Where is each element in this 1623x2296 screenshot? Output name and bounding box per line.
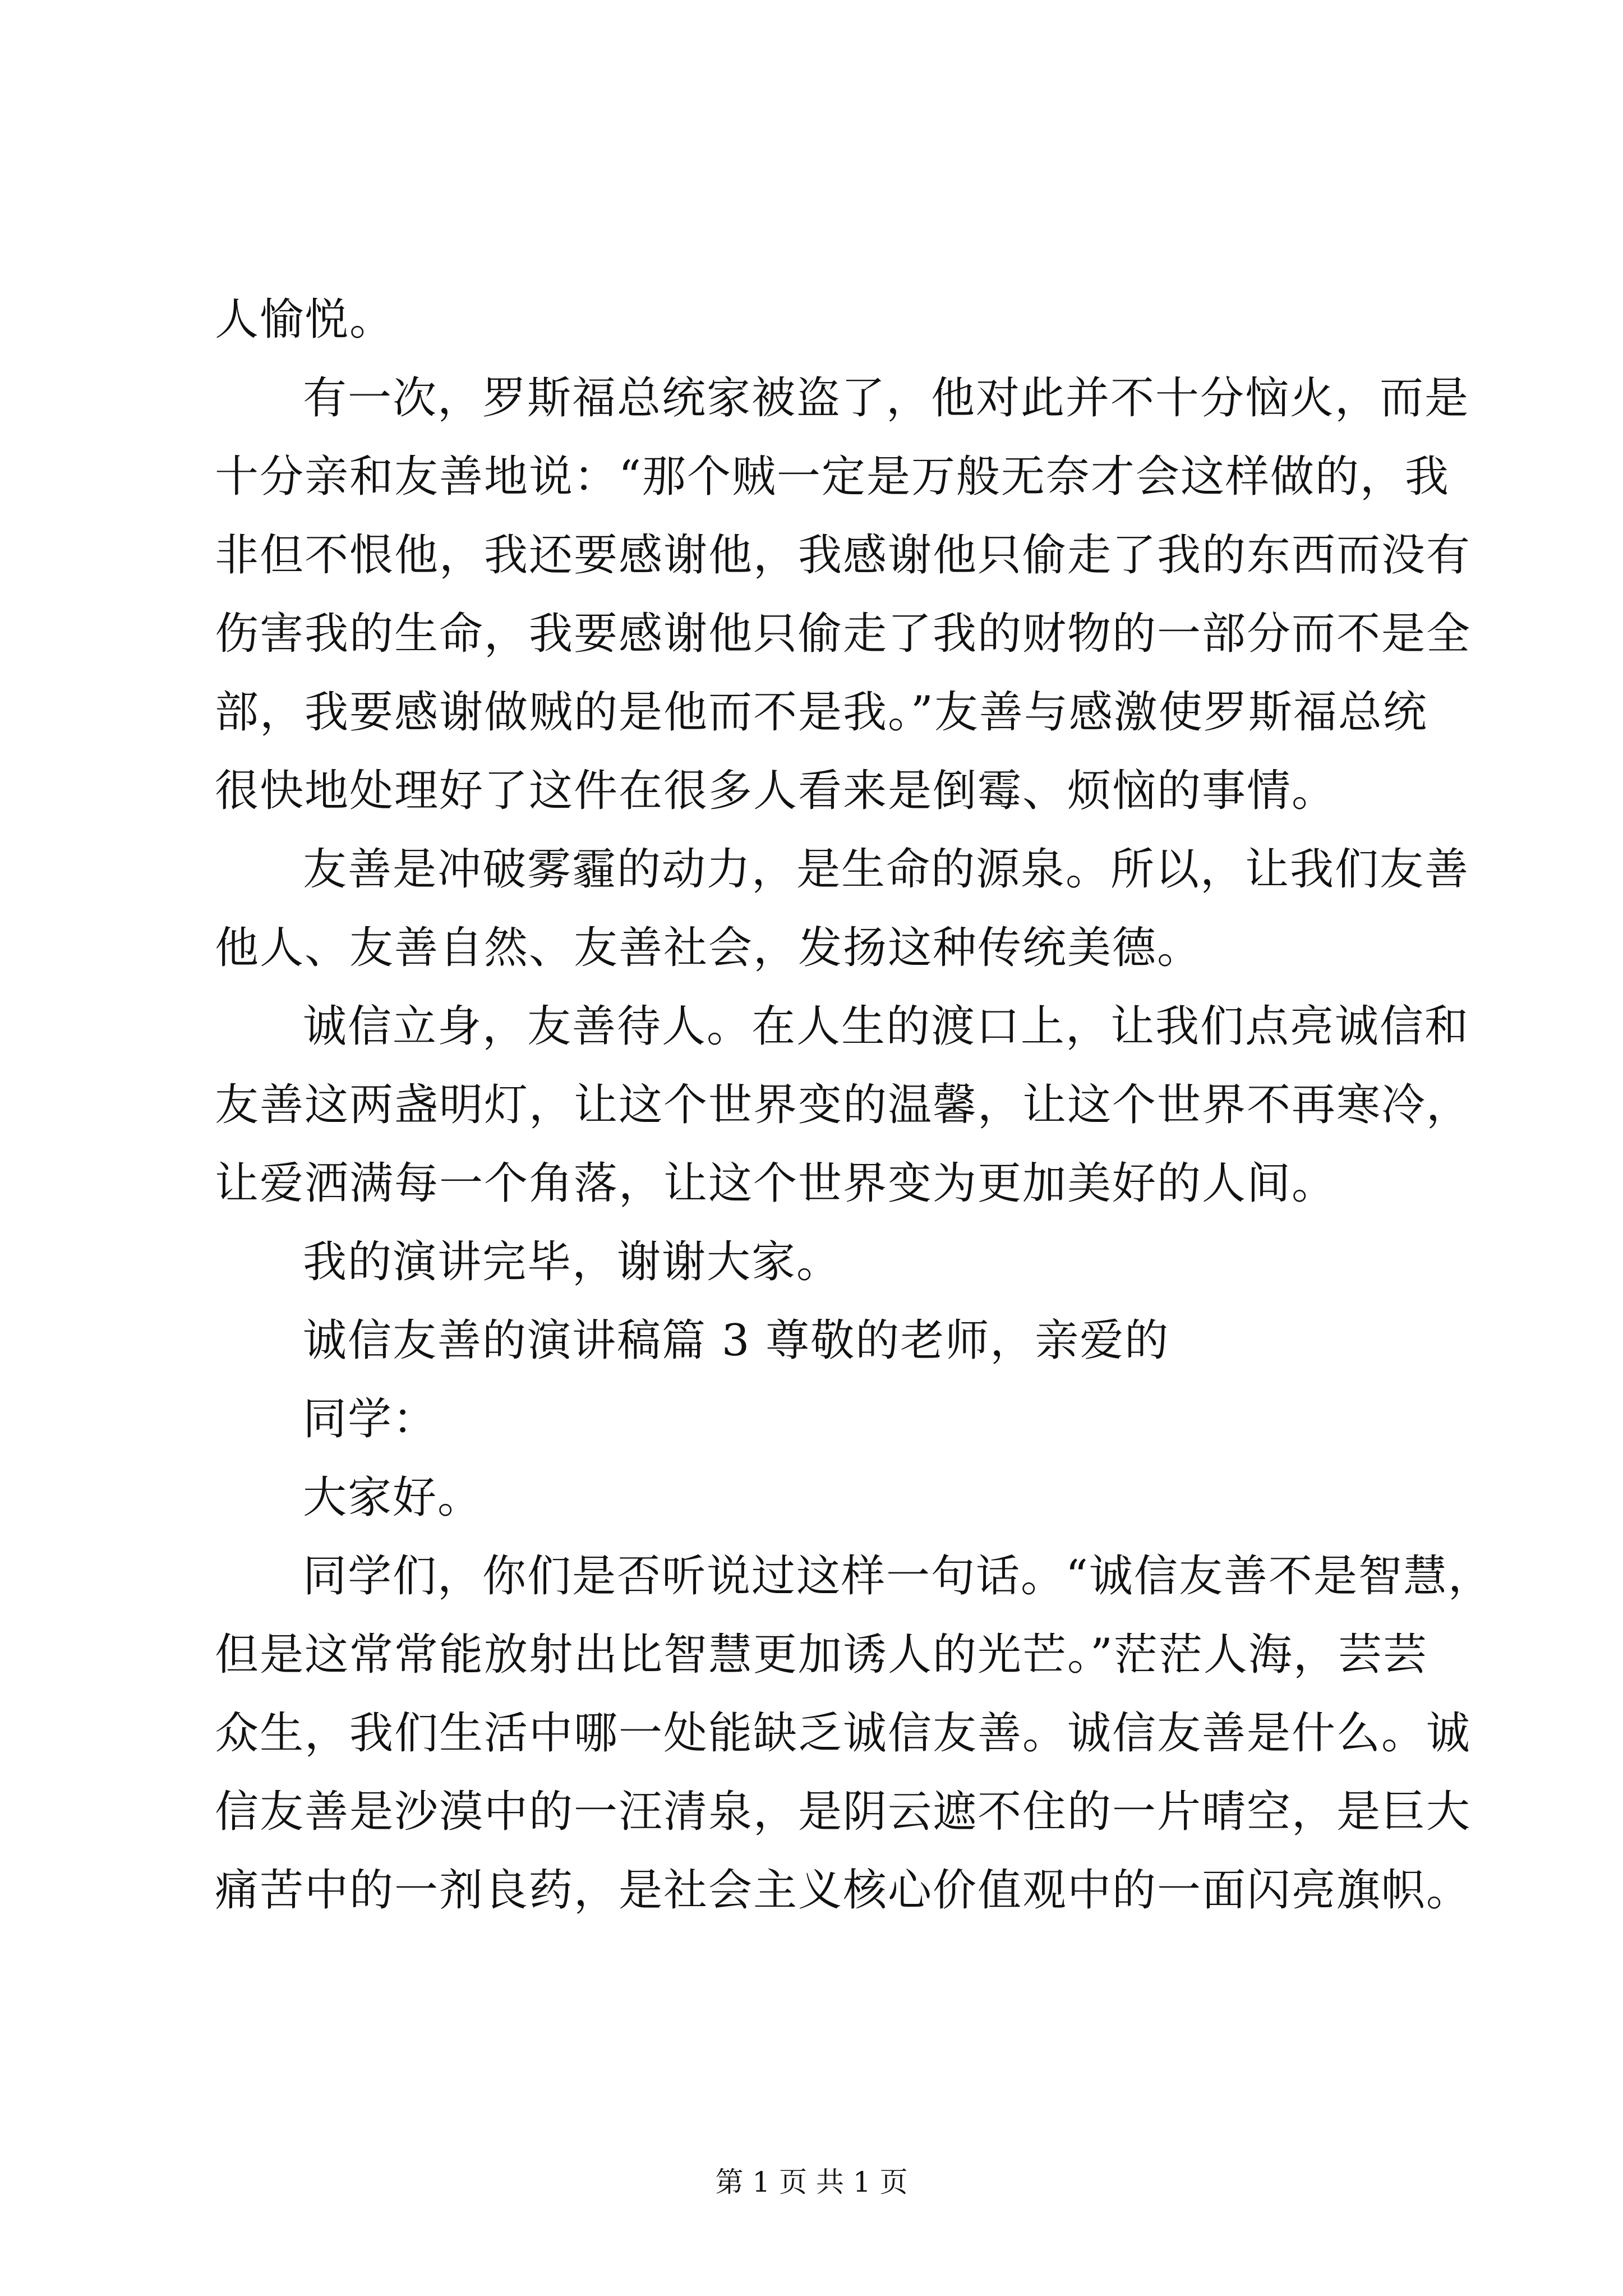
text-line: 部，我要感谢做贼的是他而不是我。”友善与感激使罗斯福总统 xyxy=(215,687,1428,738)
text-line: 很快地处理好了这件在很多人看来是倒霉、烦恼的事情。 xyxy=(215,766,1337,816)
text-line: 信友善是沙漠中的一汪清泉，是阴云遮不住的一片晴空，是巨大 xyxy=(215,1787,1472,1837)
paragraph-line: 诚信立身，友善待人。在人生的渡口上，让我们点亮诚信和 xyxy=(303,1001,1470,1052)
paragraph-line: 同学们，你们是否听说过这样一句话。“诚信友善不是智慧， xyxy=(303,1551,1493,1602)
text-line: 他人、友善自然、友善社会，发扬这种传统美德。 xyxy=(215,923,1202,973)
text-line: 众生，我们生活中哪一处能缺乏诚信友善。诚信友善是什么。诚 xyxy=(215,1708,1472,1759)
section-heading: 诚信友善的演讲稿篇 3 尊敬的老师，亲爱的 xyxy=(303,1315,1170,1366)
page-number-footer: 第 1 页 共 1 页 xyxy=(715,2166,908,2198)
paragraph-line: 有一次，罗斯福总统家被盗了，他对此并不十分恼火，而是 xyxy=(303,373,1470,424)
text-line: 十分亲和友善地说：“那个贼一定是万般无奈才会这样做的，我 xyxy=(215,452,1450,502)
text-line: 人愉悦。 xyxy=(215,295,395,345)
text-line: 痛苦中的一剂良药，是社会主义核心价值观中的一面闪亮旗帜。 xyxy=(215,1865,1472,1916)
paragraph-line: 友善是冲破雾霾的动力，是生命的源泉。所以，让我们友善 xyxy=(303,844,1470,895)
text-line: 让爱洒满每一个角落，让这个世界变为更加美好的人间。 xyxy=(215,1158,1337,1209)
text-line: 非但不恨他，我还要感谢他，我感谢他只偷走了我的东西而没有 xyxy=(215,530,1472,581)
salutation-line: 同学： xyxy=(303,1394,438,1444)
closing-line: 我的演讲完毕，谢谢大家。 xyxy=(303,1237,842,1287)
document-body xyxy=(215,280,1493,1930)
greeting-line: 大家好。 xyxy=(303,1473,483,1523)
text-line: 友善这两盏明灯，让这个世界变的温馨，让这个世界不再寒冷， xyxy=(215,1080,1472,1130)
text-line: 伤害我的生命，我要感谢他只偷走了我的财物的一部分而不是全 xyxy=(215,609,1472,659)
text-line: 但是这常常能放射出比智慧更加诱人的光芒。”茫茫人海，芸芸 xyxy=(215,1630,1428,1680)
